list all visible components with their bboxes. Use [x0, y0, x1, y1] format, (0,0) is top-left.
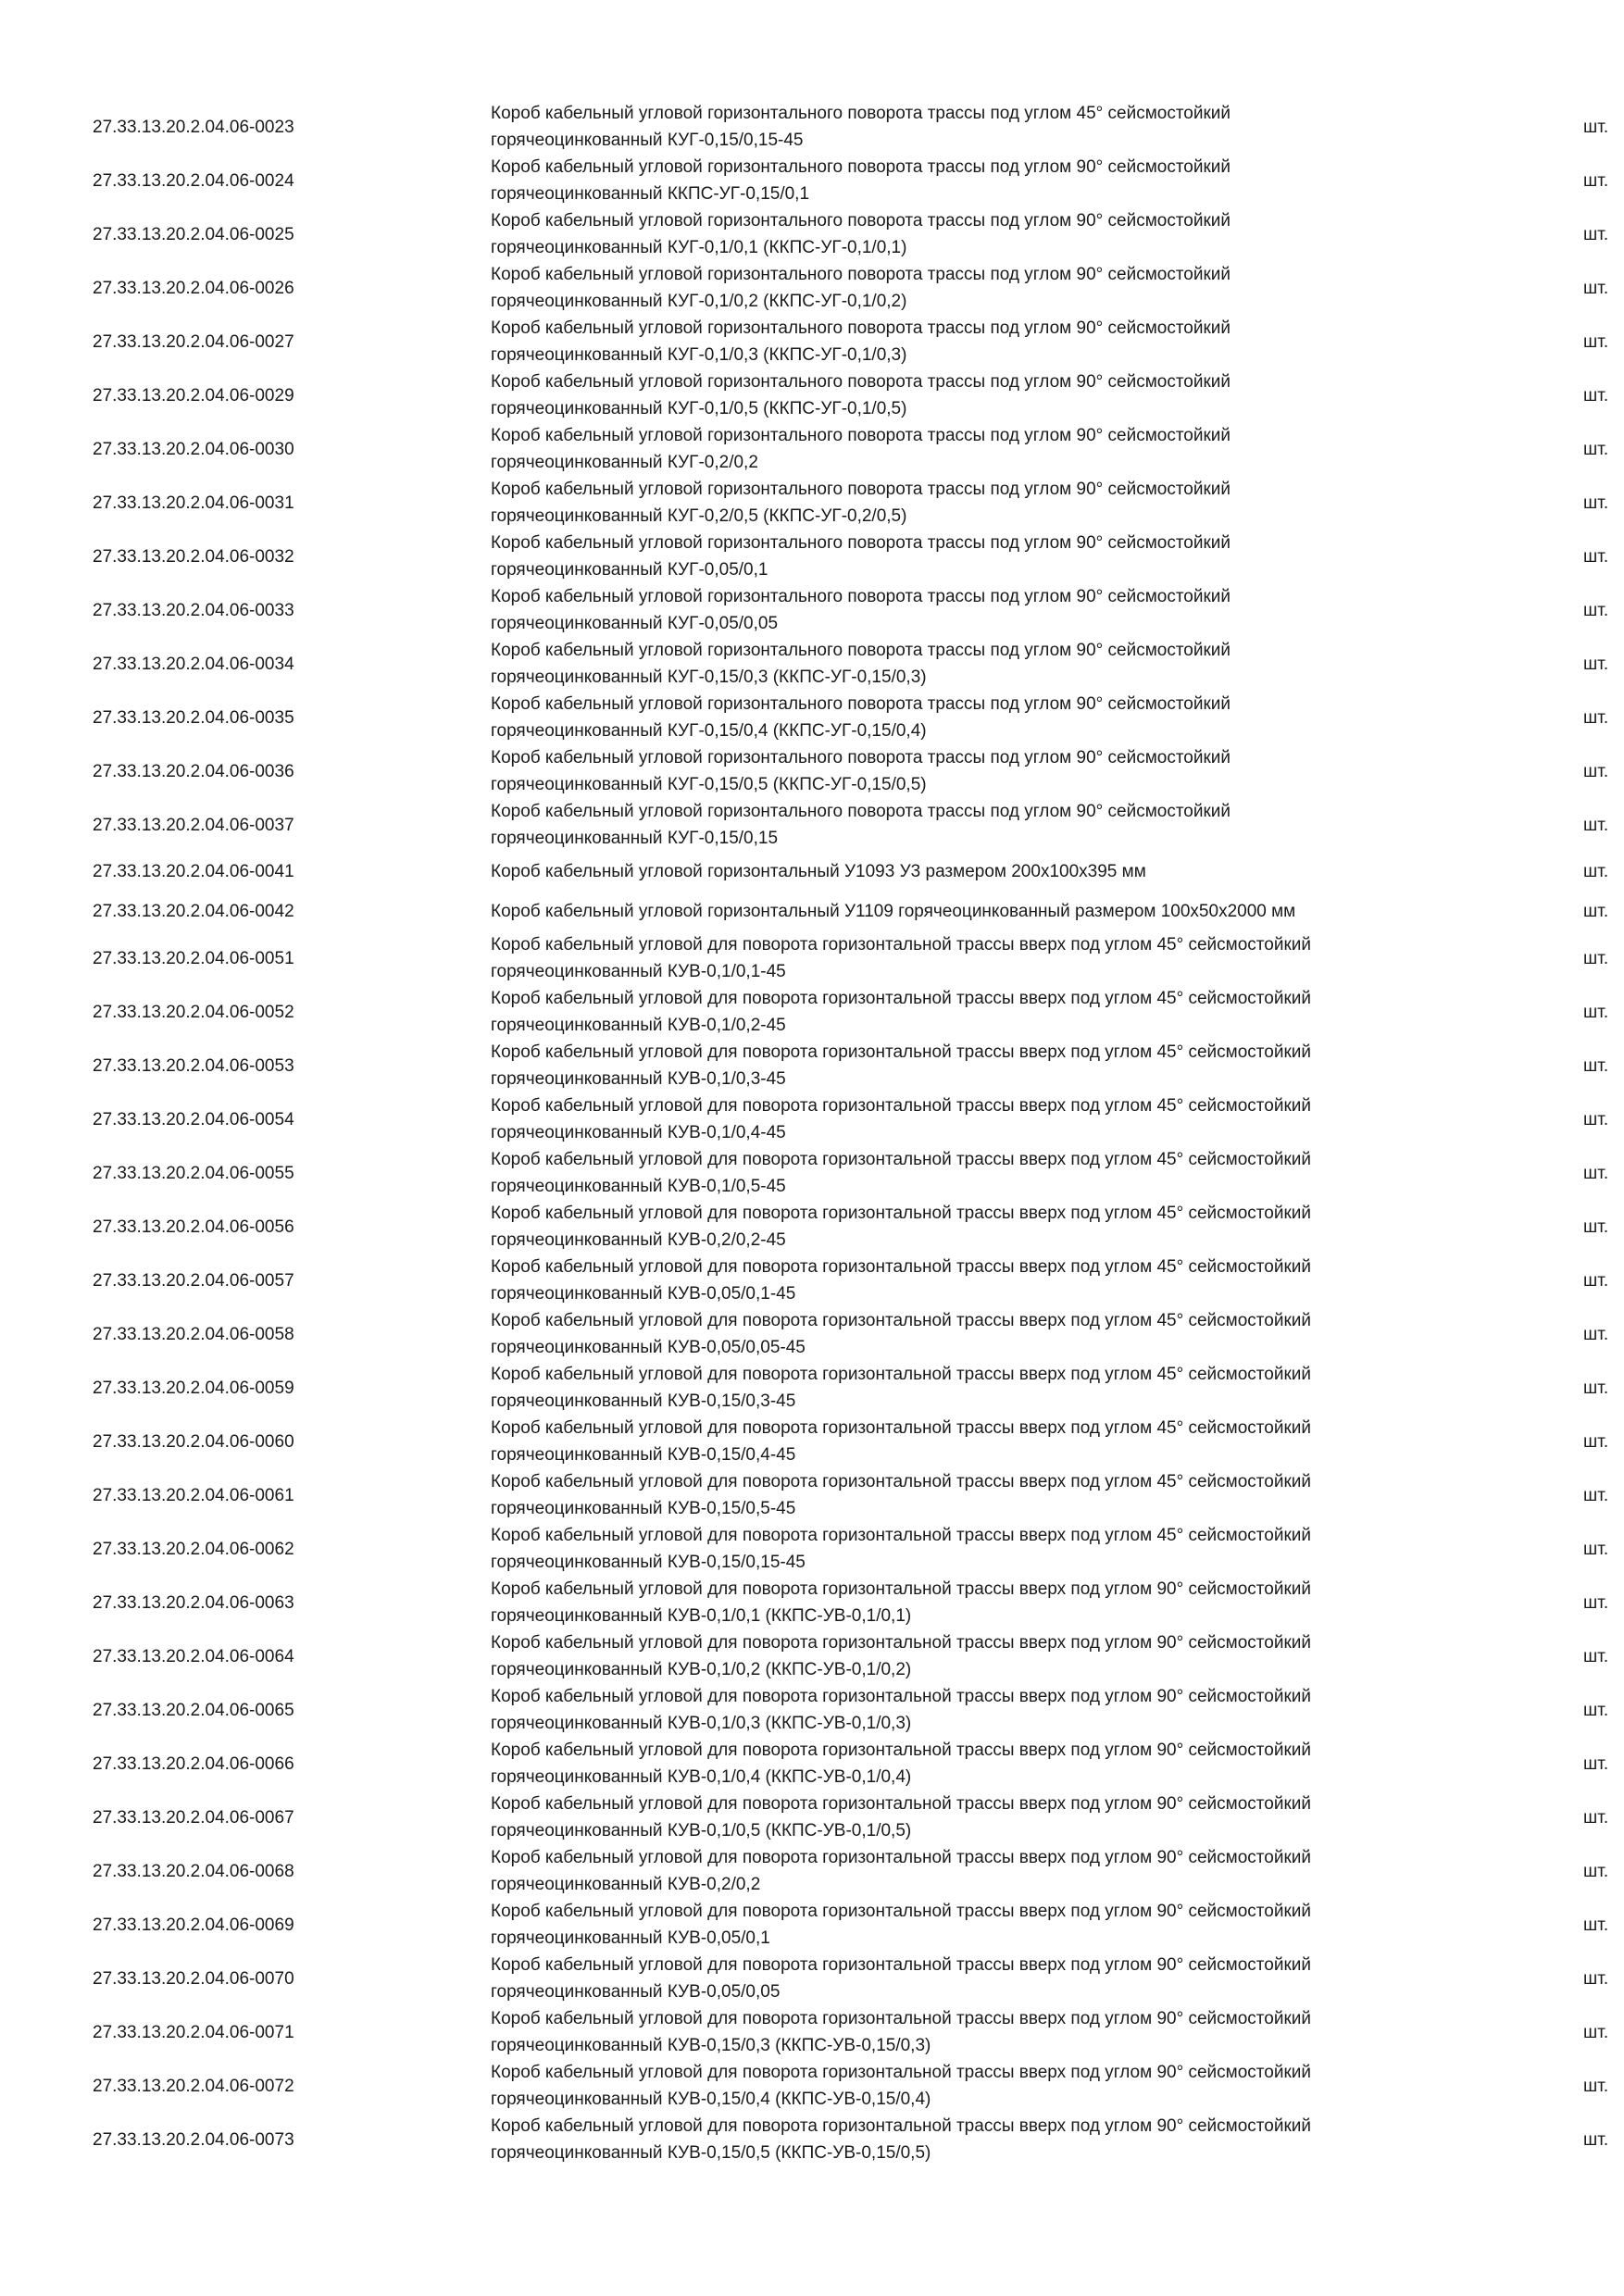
- item-description: [491, 2113, 1583, 2166]
- description-line-1: Короб кабельный угловой горизонтального поворота трассы под углом 90° сейсмостойкий: [491, 587, 1231, 606]
- description-line-2: горячеоцинкованный КУВ-0,1/0,2-45: [491, 1016, 786, 1035]
- description-line-2: горячеоцинкованный КУВ-0,15/0,4 (ККПС-УВ-0,15/0,4): [491, 2090, 931, 2109]
- unit-of-measure: шт.: [1583, 1055, 1609, 1076]
- item-code: 27.33.13.20.2.04.06-0053: [93, 1055, 294, 1076]
- item-description: [491, 798, 1583, 852]
- item-code: 27.33.13.20.2.04.06-0064: [93, 1646, 294, 1666]
- unit-of-measure: шт.: [1583, 1646, 1609, 1666]
- description-line-2: горячеоцинкованный КУВ-0,15/0,4-45: [491, 1445, 796, 1465]
- description-line-1: Короб кабельный угловой для поворота горизонтальной трассы вверх под углом 45° сейсмостойкий: [491, 1526, 1311, 1545]
- item-description: [491, 1952, 1583, 2005]
- description-line-1: Короб кабельный угловой горизонтального поворота трассы под углом 90° сейсмостойкий: [491, 641, 1231, 660]
- item-description: [491, 207, 1583, 261]
- table-row: [93, 1844, 1620, 1898]
- table-row: [93, 1200, 1620, 1254]
- item-description: [491, 368, 1583, 422]
- table-row: [93, 1737, 1620, 1791]
- unit-of-measure: шт.: [1583, 278, 1609, 298]
- description-line-1: Короб кабельный угловой для поворота горизонтальной трассы вверх под углом 45° сейсмостойкий: [491, 1257, 1311, 1277]
- unit-of-measure: шт.: [1583, 546, 1609, 567]
- item-description: [491, 1576, 1583, 1629]
- description-line-2: горячеоцинкованный КУВ-0,1/0,4-45: [491, 1123, 786, 1142]
- item-code: 27.33.13.20.2.04.06-0056: [93, 1217, 294, 1237]
- description-line-1: Короб кабельный угловой для поворота горизонтальной трассы вверх под углом 90° сейсмостойкий: [491, 2063, 1311, 2082]
- description-line-2: горячеоцинкованный КУГ-0,15/0,3 (ККПС-УГ-0,15/0,3): [491, 668, 927, 687]
- description-line-2: горячеоцинкованный КУВ-0,2/0,2-45: [491, 1230, 786, 1250]
- description-line-1: Короб кабельный угловой горизонтального поворота трассы под углом 90° сейсмостойкий: [491, 533, 1231, 553]
- item-code: 27.33.13.20.2.04.06-0073: [93, 2129, 294, 2150]
- item-description: [491, 100, 1583, 154]
- item-code: 27.33.13.20.2.04.06-0070: [93, 1968, 294, 1989]
- table-row: [93, 315, 1620, 368]
- description-line-1: Короб кабельный угловой для поворота горизонтальной трассы вверх под углом 90° сейсмостойкий: [491, 1902, 1311, 1921]
- description-line-1: Короб кабельный угловой горизонтального поворота трассы под углом 90° сейсмостойкий: [491, 211, 1231, 231]
- table-row: [93, 1791, 1620, 1844]
- table-row: [93, 2113, 1620, 2166]
- unit-of-measure: шт.: [1583, 1592, 1609, 1613]
- item-code: 27.33.13.20.2.04.06-0057: [93, 1270, 294, 1291]
- item-description: [491, 637, 1583, 691]
- item-description: [491, 422, 1583, 476]
- item-code: 27.33.13.20.2.04.06-0036: [93, 761, 294, 781]
- unit-of-measure: шт.: [1583, 1378, 1609, 1398]
- table-row: [93, 1146, 1620, 1200]
- item-code: 27.33.13.20.2.04.06-0072: [93, 2076, 294, 2096]
- table-row: [93, 368, 1620, 422]
- item-description: [491, 1737, 1583, 1791]
- description-line-1: Короб кабельный угловой горизонтального поворота трассы под углом 90° сейсмостойкий: [491, 157, 1231, 177]
- item-code: 27.33.13.20.2.04.06-0058: [93, 1324, 294, 1344]
- description-line-2: горячеоцинкованный КУВ-0,15/0,3 (ККПС-УВ-0,15/0,3): [491, 2036, 931, 2055]
- unit-of-measure: шт.: [1583, 948, 1609, 968]
- unit-of-measure: шт.: [1583, 1163, 1609, 1183]
- table-row: [93, 1361, 1620, 1415]
- description-line-2: горячеоцинкованный КУВ-0,1/0,1 (ККПС-УВ-0,1/0,1): [491, 1606, 912, 1626]
- unit-of-measure: шт.: [1583, 1002, 1609, 1022]
- description-line-1: Короб кабельный угловой горизонтального поворота трассы под углом 90° сейсмостойкий: [491, 426, 1231, 445]
- description-line-2: горячеоцинкованный КУВ-0,1/0,4 (ККПС-УВ-0,1/0,4): [491, 1767, 912, 1787]
- table-row: [93, 583, 1620, 637]
- table-row: [93, 2005, 1620, 2059]
- table-row: [93, 1576, 1620, 1629]
- table-row: [93, 1952, 1620, 2005]
- item-description: [491, 1307, 1583, 1361]
- description-line-2: горячеоцинкованный КУГ-0,1/0,1 (ККПС-УГ-0,1/0,1): [491, 238, 907, 257]
- description-line-2: горячеоцинкованный КУГ-0,1/0,3 (ККПС-УГ-0,1/0,3): [491, 345, 907, 365]
- description-line-1: Короб кабельный угловой горизонтального поворота трассы под углом 90° сейсмостойкий: [491, 694, 1231, 714]
- description-line-2: горячеоцинкованный КУГ-0,15/0,5 (ККПС-УГ-0,15/0,5): [491, 775, 927, 794]
- item-code: 27.33.13.20.2.04.06-0041: [93, 862, 294, 881]
- description-line-1: Короб кабельный угловой для поворота горизонтальной трассы вверх под углом 90° сейсмостойкий: [491, 1794, 1311, 1814]
- description-line-1: Короб кабельный угловой для поворота горизонтальной трассы вверх под углом 45° сейсмостойкий: [491, 1042, 1311, 1062]
- description-line-2: горячеоцинкованный КУГ-0,15/0,15-45: [491, 131, 804, 150]
- unit-of-measure: шт.: [1583, 1324, 1609, 1344]
- item-code: 27.33.13.20.2.04.06-0067: [93, 1807, 294, 1828]
- description-line-1: Короб кабельный угловой горизонтального поворота трассы под углом 90° сейсмостойкий: [491, 265, 1231, 284]
- table-row: [93, 1307, 1620, 1361]
- description-line-1: Короб кабельный угловой горизонтального поворота трассы под углом 90° сейсмостойкий: [491, 802, 1231, 821]
- description-line-2: горячеоцинкованный КУВ-0,05/0,05: [491, 1982, 781, 2002]
- item-description: [491, 1092, 1583, 1146]
- table-row: [93, 1254, 1620, 1307]
- table-row: [93, 1629, 1620, 1683]
- item-code: 27.33.13.20.2.04.06-0037: [93, 815, 294, 835]
- unit-of-measure: шт.: [1583, 2076, 1609, 2096]
- item-code: 27.33.13.20.2.04.06-0052: [93, 1002, 294, 1022]
- description-line-2: горячеоцинкованный КУГ-0,05/0,1: [491, 560, 768, 580]
- item-description: [491, 1522, 1583, 1576]
- item-description: [491, 852, 1583, 892]
- item-description: [491, 583, 1583, 637]
- table-row: [93, 1683, 1620, 1737]
- table-row: [93, 530, 1620, 583]
- unit-of-measure: шт.: [1583, 2022, 1609, 2042]
- description-line-1: Короб кабельный угловой горизонтальный У1093 У3 размером 200х100х395 мм: [491, 862, 1146, 881]
- item-code: 27.33.13.20.2.04.06-0029: [93, 385, 294, 406]
- description-line-1: Короб кабельный угловой для поворота горизонтальной трассы вверх под углом 45° сейсмостойкий: [491, 1418, 1311, 1438]
- unit-of-measure: шт.: [1583, 815, 1609, 835]
- item-description: [491, 1683, 1583, 1737]
- description-line-2: горячеоцинкованный КУВ-0,15/0,5-45: [491, 1499, 796, 1518]
- item-code: 27.33.13.20.2.04.06-0026: [93, 278, 294, 298]
- table-row: [93, 691, 1620, 744]
- unit-of-measure: шт.: [1583, 654, 1609, 674]
- description-line-2: горячеоцинкованный КУВ-0,1/0,2 (ККПС-УВ-0,1/0,2): [491, 1660, 912, 1679]
- description-line-1: Короб кабельный угловой горизонтального поворота трассы под углом 90° сейсмостойкий: [491, 748, 1231, 767]
- item-description: [491, 1629, 1583, 1683]
- description-line-1: Короб кабельный угловой для поворота горизонтальной трассы вверх под углом 45° сейсмостойкий: [491, 1472, 1311, 1491]
- description-line-1: Короб кабельный угловой для поворота горизонтальной трассы вверх под углом 45° сейсмостойкий: [491, 935, 1311, 955]
- unit-of-measure: шт.: [1583, 385, 1609, 406]
- description-line-1: Короб кабельный угловой горизонтального поворота трассы под углом 90° сейсмостойкий: [491, 480, 1231, 499]
- description-line-1: Короб кабельный угловой для поворота горизонтальной трассы вверх под углом 45° сейсмостойкий: [491, 1311, 1311, 1330]
- item-code: 27.33.13.20.2.04.06-0032: [93, 546, 294, 567]
- item-code: 27.33.13.20.2.04.06-0051: [93, 948, 294, 968]
- unit-of-measure: шт.: [1583, 331, 1609, 352]
- unit-of-measure: шт.: [1583, 493, 1609, 513]
- description-line-1: Короб кабельный угловой для поворота горизонтальной трассы вверх под углом 90° сейсмостойкий: [491, 1741, 1311, 1760]
- table-row: [93, 1039, 1620, 1092]
- description-line-1: Короб кабельный угловой для поворота горизонтальной трассы вверх под углом 90° сейсмостойкий: [491, 1579, 1311, 1599]
- item-description: [491, 1415, 1583, 1468]
- description-line-1: Короб кабельный угловой для поворота горизонтальной трассы вверх под углом 45° сейсмостойкий: [491, 1365, 1311, 1384]
- unit-of-measure: шт.: [1583, 1753, 1609, 1774]
- item-code: 27.33.13.20.2.04.06-0069: [93, 1915, 294, 1935]
- description-line-2: горячеоцинкованный КУВ-0,15/0,15-45: [491, 1553, 806, 1572]
- table-row: [93, 852, 1620, 892]
- description-line-1: Короб кабельный угловой для поворота горизонтальной трассы вверх под углом 45° сейсмостойкий: [491, 1096, 1311, 1116]
- description-line-2: горячеоцинкованный КУГ-0,2/0,2: [491, 453, 758, 472]
- unit-of-measure: шт.: [1583, 1539, 1609, 1559]
- table-body: [93, 100, 1620, 2166]
- unit-of-measure: шт.: [1583, 1431, 1609, 1452]
- item-description: [491, 2005, 1583, 2059]
- description-line-1: Короб кабельный угловой для поворота горизонтальной трассы вверх под углом 90° сейсмостойкий: [491, 2116, 1311, 2136]
- unit-of-measure: шт.: [1583, 1915, 1609, 1935]
- item-description: [491, 315, 1583, 368]
- description-line-1: Короб кабельный угловой горизонтального поворота трассы под углом 90° сейсмостойкий: [491, 318, 1231, 338]
- description-line-1: Короб кабельный угловой горизонтальный У1109 горячеоцинкованный размером 100х50х2000 мм: [491, 902, 1296, 921]
- item-code: 27.33.13.20.2.04.06-0068: [93, 1861, 294, 1881]
- table-row: [93, 1415, 1620, 1468]
- description-line-2: горячеоцинкованный КУВ-0,1/0,3-45: [491, 1069, 786, 1089]
- item-description: [491, 476, 1583, 530]
- unit-of-measure: шт.: [1583, 1485, 1609, 1505]
- item-code: 27.33.13.20.2.04.06-0060: [93, 1431, 294, 1452]
- item-code: 27.33.13.20.2.04.06-0063: [93, 1592, 294, 1613]
- price-list-table: [93, 100, 1620, 2166]
- unit-of-measure: шт.: [1583, 600, 1609, 620]
- table-row: [93, 207, 1620, 261]
- item-code: 27.33.13.20.2.04.06-0065: [93, 1700, 294, 1720]
- item-description: [491, 1898, 1583, 1952]
- table-row: [93, 985, 1620, 1039]
- unit-of-measure: шт.: [1583, 1807, 1609, 1828]
- item-description: [491, 1361, 1583, 1415]
- item-description: [491, 1254, 1583, 1307]
- item-code: 27.33.13.20.2.04.06-0025: [93, 224, 294, 244]
- description-line-2: горячеоцинкованный КУВ-0,1/0,3 (ККПС-УВ-0,1/0,3): [491, 1714, 912, 1733]
- item-code: 27.33.13.20.2.04.06-0030: [93, 439, 294, 459]
- item-code: 27.33.13.20.2.04.06-0024: [93, 170, 294, 191]
- item-description: [491, 2059, 1583, 2113]
- item-description: [491, 931, 1583, 985]
- table-row: [93, 744, 1620, 798]
- item-description: [491, 691, 1583, 744]
- item-description: [491, 154, 1583, 207]
- description-line-2: горячеоцинкованный КУВ-0,05/0,05-45: [491, 1338, 806, 1357]
- unit-of-measure: шт.: [1583, 862, 1609, 881]
- description-line-2: горячеоцинкованный КУВ-0,1/0,5 (ККПС-УВ-0,1/0,5): [491, 1821, 912, 1841]
- item-code: 27.33.13.20.2.04.06-0042: [93, 902, 294, 921]
- unit-of-measure: шт.: [1583, 170, 1609, 191]
- table-row: [93, 261, 1620, 315]
- item-description: [491, 261, 1583, 315]
- table-row: [93, 422, 1620, 476]
- item-description: [491, 1039, 1583, 1092]
- item-code: 27.33.13.20.2.04.06-0031: [93, 493, 294, 513]
- description-line-1: Короб кабельный угловой для поворота горизонтальной трассы вверх под углом 90° сейсмостойкий: [491, 1687, 1311, 1706]
- table-row: [93, 1092, 1620, 1146]
- table-row: [93, 1522, 1620, 1576]
- item-code: 27.33.13.20.2.04.06-0071: [93, 2022, 294, 2042]
- table-row: [93, 100, 1620, 154]
- item-description: [491, 744, 1583, 798]
- description-line-1: Короб кабельный угловой для поворота горизонтальной трассы вверх под углом 90° сейсмостойкий: [491, 1955, 1311, 1975]
- description-line-2: горячеоцинкованный КУГ-0,1/0,5 (ККПС-УГ-0,1/0,5): [491, 399, 907, 418]
- description-line-1: Короб кабельный угловой для поворота горизонтальной трассы вверх под углом 90° сейсмостойкий: [491, 2009, 1311, 2028]
- item-code: 27.33.13.20.2.04.06-0035: [93, 707, 294, 728]
- unit-of-measure: шт.: [1583, 1700, 1609, 1720]
- item-code: 27.33.13.20.2.04.06-0055: [93, 1163, 294, 1183]
- unit-of-measure: шт.: [1583, 1109, 1609, 1129]
- unit-of-measure: шт.: [1583, 761, 1609, 781]
- table-row: [93, 637, 1620, 691]
- item-description: [491, 1200, 1583, 1254]
- item-code: 27.33.13.20.2.04.06-0027: [93, 331, 294, 352]
- table-row: [93, 1898, 1620, 1952]
- description-line-1: Короб кабельный угловой для поворота горизонтальной трассы вверх под углом 90° сейсмостойкий: [491, 1848, 1311, 1867]
- table-row: [93, 154, 1620, 207]
- description-line-2: горячеоцинкованный КУВ-0,15/0,5 (ККПС-УВ-0,15/0,5): [491, 2143, 931, 2163]
- item-description: [491, 1468, 1583, 1522]
- table-row: [93, 476, 1620, 530]
- item-description: [491, 1791, 1583, 1844]
- description-line-2: горячеоцинкованный КУГ-0,1/0,2 (ККПС-УГ-0,1/0,2): [491, 292, 907, 311]
- unit-of-measure: шт.: [1583, 1217, 1609, 1237]
- table-row: [93, 892, 1620, 931]
- description-line-2: горячеоцинкованный КУГ-0,15/0,4 (ККПС-УГ-0,15/0,4): [491, 721, 927, 741]
- unit-of-measure: шт.: [1583, 224, 1609, 244]
- item-code: 27.33.13.20.2.04.06-0023: [93, 117, 294, 137]
- unit-of-measure: шт.: [1583, 1861, 1609, 1881]
- item-code: 27.33.13.20.2.04.06-0033: [93, 600, 294, 620]
- table-row: [93, 931, 1620, 985]
- unit-of-measure: шт.: [1583, 439, 1609, 459]
- description-line-1: Короб кабельный угловой горизонтального поворота трассы под углом 90° сейсмостойкий: [491, 372, 1231, 392]
- unit-of-measure: шт.: [1583, 117, 1609, 137]
- unit-of-measure: шт.: [1583, 1270, 1609, 1291]
- item-code: 27.33.13.20.2.04.06-0059: [93, 1378, 294, 1398]
- description-line-2: горячеоцинкованный ККПС-УГ-0,15/0,1: [491, 184, 810, 204]
- description-line-1: Короб кабельный угловой для поворота горизонтальной трассы вверх под углом 45° сейсмостойкий: [491, 1204, 1311, 1223]
- description-line-2: горячеоцинкованный КУВ-0,1/0,5-45: [491, 1177, 786, 1196]
- table-row: [93, 798, 1620, 852]
- item-description: [491, 985, 1583, 1039]
- description-line-2: горячеоцинкованный КУВ-0,15/0,3-45: [491, 1391, 796, 1411]
- unit-of-measure: шт.: [1583, 1968, 1609, 1989]
- table-row: [93, 1468, 1620, 1522]
- item-code: 27.33.13.20.2.04.06-0034: [93, 654, 294, 674]
- description-line-2: горячеоцинкованный КУВ-0,2/0,2: [491, 1875, 761, 1894]
- item-description: [491, 530, 1583, 583]
- description-line-2: горячеоцинкованный КУГ-0,15/0,15: [491, 829, 779, 848]
- item-description: [491, 1146, 1583, 1200]
- table-row: [93, 2059, 1620, 2113]
- description-line-1: Короб кабельный угловой горизонтального поворота трассы под углом 45° сейсмостойкий: [491, 104, 1231, 123]
- description-line-2: горячеоцинкованный КУГ-0,05/0,05: [491, 614, 779, 633]
- description-line-2: горячеоцинкованный КУВ-0,05/0,1-45: [491, 1284, 796, 1304]
- item-code: 27.33.13.20.2.04.06-0061: [93, 1485, 294, 1505]
- description-line-2: горячеоцинкованный КУГ-0,2/0,5 (ККПС-УГ-0,2/0,5): [491, 506, 907, 526]
- item-code: 27.33.13.20.2.04.06-0054: [93, 1109, 294, 1129]
- item-description: [491, 1844, 1583, 1898]
- description-line-1: Короб кабельный угловой для поворота горизонтальной трассы вверх под углом 45° сейсмостойкий: [491, 989, 1311, 1008]
- description-line-1: Короб кабельный угловой для поворота горизонтальной трассы вверх под углом 45° сейсмостойкий: [491, 1150, 1311, 1169]
- unit-of-measure: шт.: [1583, 902, 1609, 921]
- item-description: [491, 892, 1583, 931]
- item-code: 27.33.13.20.2.04.06-0066: [93, 1753, 294, 1774]
- description-line-1: Короб кабельный угловой для поворота горизонтальной трассы вверх под углом 90° сейсмостойкий: [491, 1633, 1311, 1653]
- description-line-2: горячеоцинкованный КУВ-0,1/0,1-45: [491, 962, 786, 981]
- description-line-2: горячеоцинкованный КУВ-0,05/0,1: [491, 1928, 770, 1948]
- item-code: 27.33.13.20.2.04.06-0062: [93, 1539, 294, 1559]
- unit-of-measure: шт.: [1583, 707, 1609, 728]
- unit-of-measure: шт.: [1583, 2129, 1609, 2150]
